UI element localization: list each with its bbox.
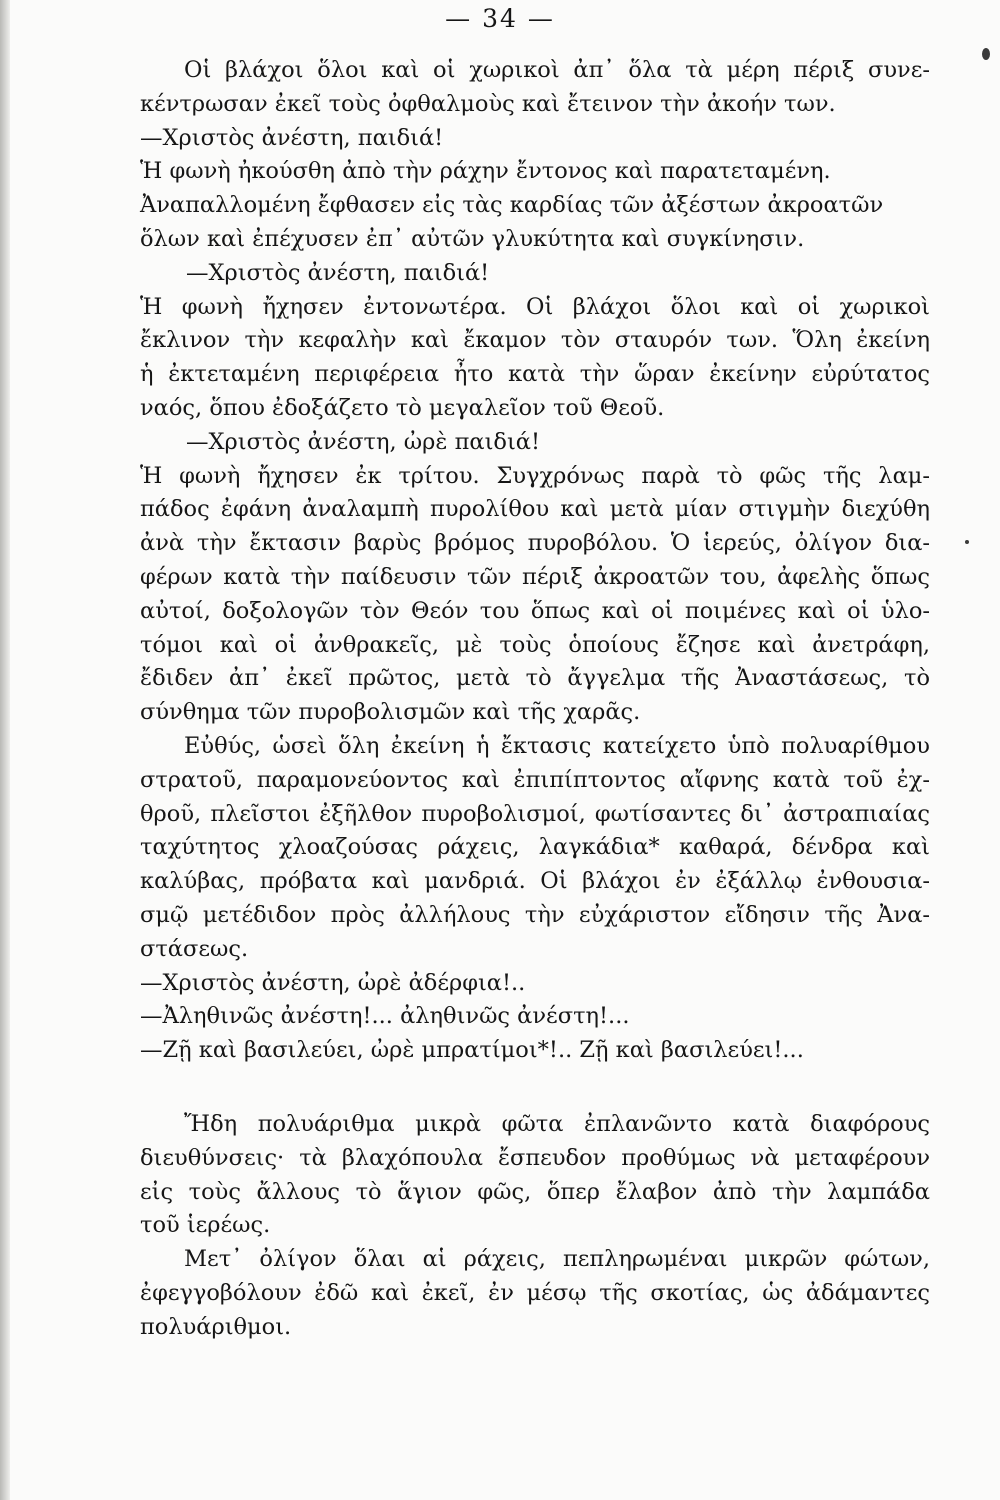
text-line: εἰς τοὺς ἄλλους τὸ ἅγιον φῶς, ὅπερ ἔλαβον ἀπὸ τὴν λαμπάδα [140, 1178, 930, 1205]
text-line: Ἀναπαλλομένη ἔφθασεν εἰς τὰς καρδίας τῶν ἀξέστων ἀκροατῶν [140, 192, 884, 219]
text-line: τόμοι καὶ οἱ ἀνθρακεῖς, μὲ τοὺς ὁποίους ἔζησε καὶ ἀνετράφη, [140, 631, 930, 658]
text-line: φέρων κατὰ τὴν παίδευσιν τῶν πέριξ ἀκροατῶν του, ἀφελὴς ὅπως [140, 563, 930, 590]
text-line: κέντρωσαν ἐκεῖ τοὺς ὀφθαλμοὺς καὶ ἔτεινον τὴν ἀκοήν των. [140, 90, 836, 117]
page-number: — 34 — [445, 4, 555, 33]
text-line: ἀνὰ τὴν ἔκτασιν βαρὺς βρόμος πυροβόλου. Ὁ ἱερεύς, ὀλίγον δια- [140, 530, 930, 557]
page-text [140, 54, 930, 1344]
text-line: ἐφεγγοβόλουν ἐδῶ καὶ ἐκεῖ, ἐν μέσῳ τῆς σκοτίας, ὡς ἀδάμαντες [140, 1279, 930, 1306]
text-line: ὅλων καὶ ἐπέχυσεν ἐπ᾿ αὐτῶν γλυκύτητα καὶ συγκίνησιν. [140, 225, 805, 252]
text-line: ναός, ὅπου ἐδοξάζετο τὸ μεγαλεῖον τοῦ Θεοῦ. [140, 394, 665, 421]
text-line: θροῦ, πλεῖστοι ἐξῆλθον πυροβολισμοί, φωτίσαντες δι᾿ ἀστραπιαίας [140, 800, 930, 827]
text-line: Ἤδη πολυάριθμα μικρὰ φῶτα ἐπλανῶντο κατὰ διαφόρους [184, 1110, 930, 1137]
text-line: αὐτοί, δοξολογῶν τὸν Θεόν του ὅπως καὶ οἱ ποιμένες καὶ οἱ ὑλο- [140, 597, 930, 624]
dialogue-line: —Χριστὸς ἀνέστη, παιδιά! [186, 259, 490, 286]
text-line: Ἡ φωνὴ ἤχησεν ἐντονωτέρα. Οἱ βλάχοι ὅλοι καὶ οἱ χωρικοὶ [140, 293, 930, 320]
dialogue-line: —Χριστὸς ἀνέστη, ὠρὲ ἀδέρφια!.. [140, 969, 526, 996]
dialogue-line: —Χριστὸς ἀνέστη, παιδιά! [140, 124, 444, 151]
text-line: Οἱ βλάχοι ὅλοι καὶ οἱ χωρικοὶ ἀπ᾿ ὅλα τὰ μέρη πέριξ συνε- [184, 57, 930, 83]
text-line: τοῦ ἱερέως. [140, 1212, 271, 1239]
text-line: ἔδιδεν ἀπ᾿ ἐκεῖ πρῶτος, μετὰ τὸ ἄγγελμα τῆς Ἀναστάσεως, τὸ [140, 665, 930, 692]
dialogue-line: —Ζῇ καὶ βασιλεύει, ὠρὲ μπρατίμοι*!.. Ζῇ καὶ βασιλεύει!... [140, 1037, 804, 1064]
text-line: στρατοῦ, παραμονεύοντος καὶ ἐπιπίπτοντος αἴφνης κατὰ τοῦ ἐχ- [140, 766, 930, 793]
text-line: Μετ᾿ ὀλίγον ὅλαι αἱ ράχεις, πεπληρωμέναι μικρῶν φώτων, [184, 1246, 930, 1273]
text-line: σμῷ μετέδιδον πρὸς ἀλλήλους τὴν εὐχάριστον εἴδησιν τῆς Ἀνα- [140, 901, 930, 928]
dialogue-line: —Ἀληθινῶς ἀνέστη!... ἀληθινῶς ἀνέστη!... [140, 1003, 630, 1030]
dialogue-line: —Χριστὸς ἀνέστη, ὠρὲ παιδιά! [186, 428, 541, 455]
section-gap [140, 1068, 930, 1108]
page-binding-edge [0, 0, 10, 1500]
text-line: καλύβας, πρόβατα καὶ μανδριά. Οἱ βλάχοι ἐν ἐξάλλῳ ἐνθουσια- [140, 868, 930, 895]
ink-speck [982, 48, 990, 60]
text-line: στάσεως. [140, 935, 249, 962]
text-line: Ἡ φωνὴ ἤχησεν ἐκ τρίτου. Συγχρόνως παρὰ τὸ φῶς τῆς λαμ- [140, 462, 930, 489]
ink-speck [965, 540, 969, 544]
text-line: Εὐθύς, ὡσεὶ ὅλη ἐκείνη ἡ ἔκτασις κατείχετο ὑπὸ πολυαρίθμου [184, 732, 930, 759]
text-line: πολυάριθμοι. [140, 1313, 292, 1340]
text-line: πάδος ἐφάνη ἀναλαμπὴ πυρολίθου καὶ μετὰ μίαν στιγμὴν διεχύθη [140, 496, 930, 523]
text-line: Ἡ φωνὴ ἠκούσθη ἀπὸ τὴν ράχην ἔντονος καὶ παρατεταμένη. [140, 158, 831, 185]
text-line: ταχύτητος χλοαζούσας ράχεις, λαγκάδια* καθαρά, δένδρα καὶ [140, 834, 930, 861]
text-line: σύνθημα τῶν πυροβολισμῶν καὶ τῆς χαρᾶς. [140, 699, 641, 726]
text-line: διευθύνσεις· τὰ βλαχόπουλα ἔσπευδον προθύμως νὰ μεταφέρουν [140, 1144, 930, 1171]
text-line: ἡ ἐκτεταμένη περιφέρεια ἦτο κατὰ τὴν ὥραν ἐκείνην εὐρύτατος [140, 361, 930, 388]
text-line: ἔκλινον τὴν κεφαλὴν καὶ ἔκαμον τὸν σταυρόν των. Ὅλη ἐκείνη [140, 327, 930, 354]
